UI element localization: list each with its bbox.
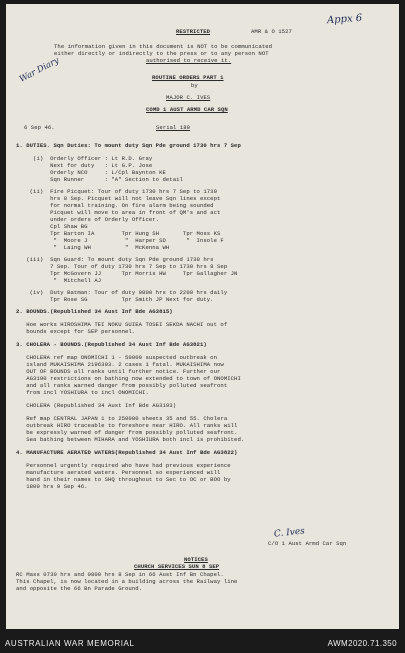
orders-body-line: (i) Orderly Officer : Lt R.D. Gray [16,155,153,162]
orders-serial: Serial 180 [156,124,191,131]
orders-body-line: Sqn Runner : "A" Section to detail [16,176,183,183]
orders-body-line: 7 Sep. Tour of duty 1730 hrs 7 Sep to 1730 hrs 8 Sep [16,263,228,270]
orders-body-line: Tpr Rose SG Tpr Smith JP Next for duty. [16,296,214,303]
document-page [6,4,399,629]
footer-institution: AUSTRALIAN WAR MEMORIAL [5,639,135,648]
orders-body-line: Picquet will move to area in front of QM's and act [16,209,221,216]
orders-body-line: CHOLERA ref map ONOMICHI 1 - 50000 suspected outbreak on [16,354,218,361]
orders-body-line: 3. CHOLERA - BOUNDS.(Republished 34 Aust Inf Bde AG3821) [16,341,207,348]
orders-body-line: (ii) Fire Picquet: Tour of duty 1730 hrs 7 Sep to 1730 [16,188,218,195]
restricted-heading: RESTRICTED [176,28,211,35]
orders-body-line: hand in their names to SHQ throughout to Sec to OC or BOO by [16,476,231,483]
orders-body-line: 1. DUTIES. Sqn Duties: To mount duty Sqn Pde ground 1730 hrs 7 Sep [16,142,241,149]
orders-body-line: bounds except for SEP personnel. [16,328,136,335]
warning-line-1: The information given in this document is NOT to be communicated [54,43,273,50]
orders-body-line: Next for duty : Lt G.P. Jose [16,162,153,169]
orders-date: 6 Sep 46. [24,124,55,131]
orders-body-line: Cpl Shaw BG [16,223,88,230]
orders-body-line: Tpr Barton IA Tpr Hung SH Tpr Moss KS [16,230,221,237]
archive-footer [0,631,405,653]
orders-title: ROUTINE ORDERS PART 1 [152,74,224,81]
signature-scrawl: C. Ives [273,526,306,540]
orders-body-line: 1800 hrs 9 Sep 46. [16,483,88,490]
signature-line: C/O 1 Aust Armd Car Sqn [268,540,347,547]
orders-body-line: OUT OF BOUNDS all ranks until further notice. Further our [16,368,221,375]
handwritten-appendix-note: Appx 6 [326,12,363,27]
orders-body-line: from incl YOSHIURA to incl ONOMICHI. [16,389,149,396]
orders-body-line: island MUKAISHIMA 2196303. 2 cases 1 fatal. MUKAISHIMA now [16,361,224,368]
notices-line-3: and opposite the 66 Bn Parade Ground. [16,585,143,592]
notices-line-1: RC Mass 0730 hrs and 0800 hrs 8 Sep in 66 Aust Inf Bn Chapel. [16,571,224,578]
orders-body-line: under orders of Orderly Officer. [16,216,160,223]
orders-body-line: CHOLERA (Republished 34 Aust Inf Bde AG3193) [16,402,177,409]
orders-author: MAJOR C. IVES [166,94,211,101]
orders-body-line: Tpr McGovern JJ Tpr Morris HW Tpr Gallagher JN [16,270,238,277]
orders-body-line: Sea bathing between MIHARA and YOSHIURA both incl is prohibited. [16,436,245,443]
orders-body-line: outbreak HIRO traceable to foreshore near HIRO. All ranks will [16,422,238,429]
reference-number: AMR & O 1527 [251,28,292,35]
orders-body-line: be expressly warned of danger from possibly polluted seafront. [16,429,238,436]
orders-body-line: Personnel urgently required who have had previous experience [16,462,231,469]
handwritten-war-diary-note: War Diary [18,55,61,85]
orders-body-line: for normal training. On fire alarm being sounded [16,202,214,209]
orders-body-line: hrs 8 Sep. Picquet will not leave Sqn lines except [16,195,221,202]
orders-body-line: " Mitchell AJ [16,277,102,284]
orders-body-line: (iii) Sqn Guard: To mount duty Sqn Pde ground 1730 hrs [16,256,214,263]
orders-body-line: Ref map CENTRAL JAPAN 1 to 250000 sheets 35 and 55. Cholera [16,415,228,422]
orders-unit: COMD 1 AUST ARMD CAR SQN [146,106,228,113]
orders-body-line: 2. BOUNDS.(Republished 34 Aust Inf Bde AG3815) [16,308,173,315]
notices-line-2: This Chapel, is now located in a building across the Railway line [16,578,238,585]
notices-subtitle: CHURCH SERVICES SUN 8 SEP [134,563,220,570]
orders-by: by [191,82,198,89]
orders-body-line: manufacture aerated waters. Personnel so experienced will [16,469,221,476]
orders-body-line: and all ranks warned danger from possibly polluted seafront [16,382,228,389]
notices-title: NOTICES [184,556,208,563]
orders-body-line: " Moore J " Harper SD " Insole F [16,237,224,244]
warning-line-3: authorised to receive it. [146,57,232,64]
orders-body-line: AG3190 restrictions on bathing now extended to town of ONOMICHI [16,375,241,382]
orders-body-line: 4. MANUFACTURE AERATED WATERS(Republished 34 Aust Inf Bde AG3822) [16,449,238,456]
footer-accession-number: AWM2020.71.350 [327,639,397,648]
orders-body-line: " Laing WH " McKenna WH [16,244,170,251]
orders-body-line: Hoe works HIROSHIMA TEI NOKU SUIEA TOSEI SEKDA NACHI out of [16,321,228,328]
warning-line-2: either directly or indirectly to the press or to any person NOT [54,50,269,57]
orders-body-line: Orderly NCO : L/Cpl Baynton KE [16,169,166,176]
orders-body-line: (iv) Duty Batman: Tour of duty 0800 hrs to 2200 hrs daily [16,289,228,296]
